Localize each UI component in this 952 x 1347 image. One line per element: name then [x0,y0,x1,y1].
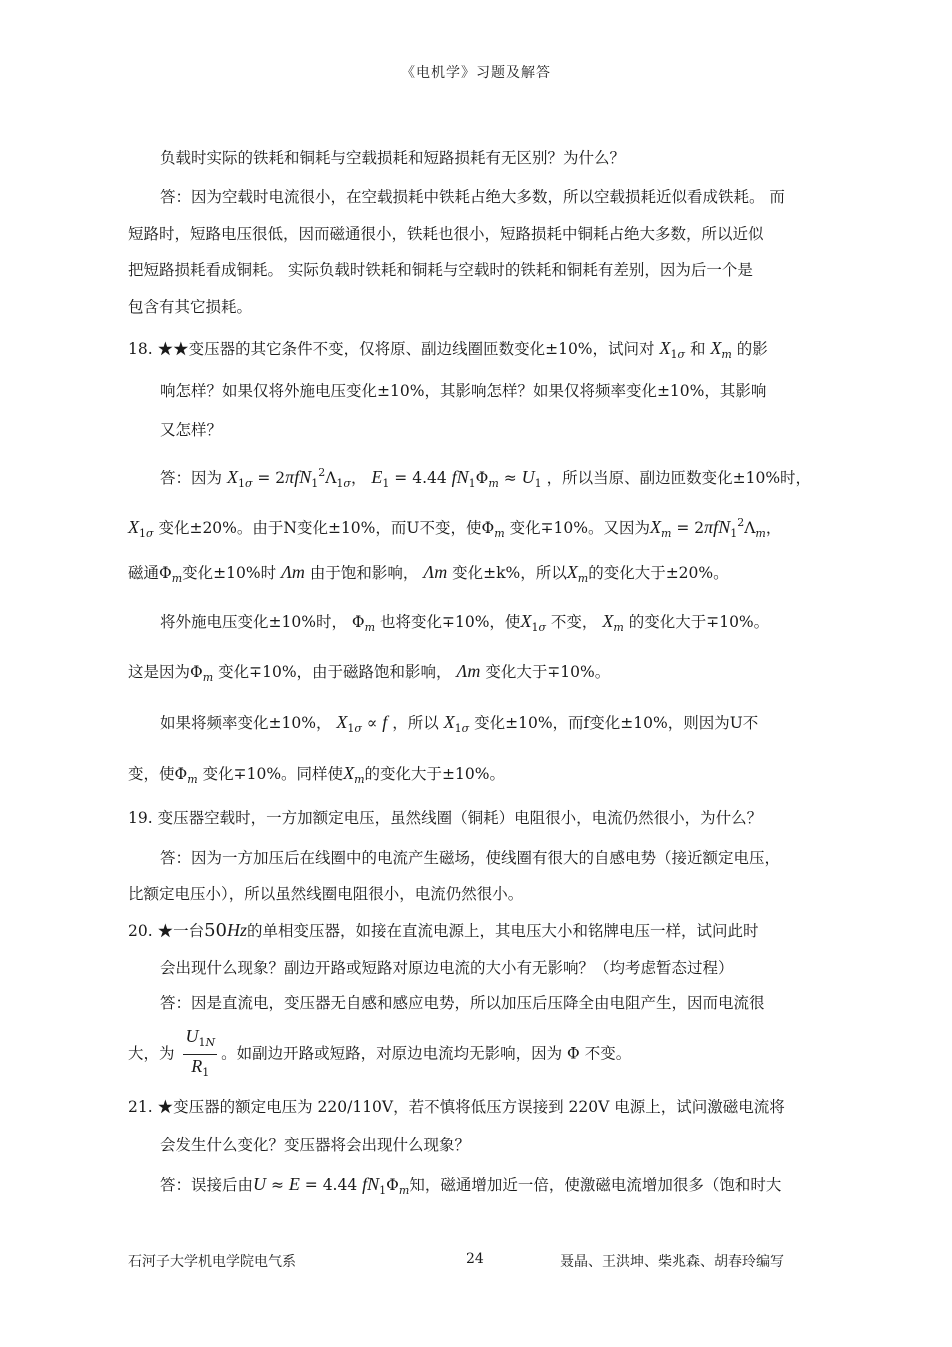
question-number: 19. [128,809,153,827]
paragraph-line: 负载时实际的铁耗和铜耗与空载损耗和短路损耗有无区别？为什么？ [160,149,626,167]
answer-line: 答：因为 $X_{1\sigma} = 2\pi fN_1^2\Lambda_{1\sigma}$， $E_1 = 4.44$ $fN_1\Phi_m \approx U_1$ ，所以当原、副边匝数变化±10%时， [160,466,812,490]
formula: $X_m$ [566,562,589,585]
paragraph-line: 会发生什么变化？变压器将会出现什么现象？ [160,1136,471,1154]
formula: $X_m$ [710,338,732,361]
formula: $X_{1\sigma} = 2\pi fN_1^2\Lambda_{1\sigma}$， $E_1 = 4.44$ $fN_1\Phi_m \approx U_1$ [226,466,542,490]
paragraph-line: 又怎样？ [160,421,223,439]
answer-line: 大，为 $\frac{U_{1N}}{R_1}$ 。如副边开路或短路，对原边电流均无影响，因为 Φ 不变。 [128,1025,631,1084]
page-header: 《电机学》习题及解答 [401,65,551,81]
answer-line: 变，使$\Phi_m$ 变化∓10%。同样使$X_m$的变化大于±10%。 [128,763,505,786]
formula: U ≈ E = 4.44 $fN_1\Phi_m$ [253,1174,410,1197]
question-20: 20. ★一台50Hz的单相变压器，如接在直流电源上，其电压大小和铭牌电压一样，试问此时 [128,920,759,941]
formula: $X_m = 2\pi fN_1^2\Lambda_m$， [650,516,782,540]
formula: $X_{1\sigma}$ [659,338,685,361]
answer-line: 答：因是直流电，变压器无自感和感应电势，所以加压后压降全由电阻产生，因而电流很 [160,994,765,1012]
paragraph-line: 短路时，短路电压很低，因而磁通很小，铁耗也很小，短路损耗中铜耗占绝大多数，所以近似 [128,225,764,243]
answer-line: 磁通$\Phi_m$变化±10%时 Λm 由于饱和影响， Λm 变化±k%，所以$X_m$的变化大于±20%。 [128,562,729,585]
paragraph-line: 响怎样？如果仅将外施电压变化±10%，其影响怎样？如果仅将频率变化±10%，其影响 [160,382,767,400]
formula: $X_m$ [602,611,624,634]
formula: $X_{1\sigma}$ [520,611,546,634]
paragraph-line: 把短路损耗看成铜耗。 实际负载时铁耗和铜耗与空载时的铁耗和铜耗有差别，因为后一个是 [128,261,753,279]
paragraph-line: 答：因为空载时电流很小，在空载损耗中铁耗占绝大多数，所以空载损耗近似看成铁耗。 而 [160,188,785,206]
answer-line: 答：误接后由U ≈ E = 4.44 $fN_1\Phi_m$知，磁通增加近一倍，使激磁电流增加很多（饱和时大 [160,1174,782,1197]
formula: Λm [281,562,305,582]
answer-line: $X_{1\sigma}$ 变化±20%。由于N变化±10%，而U不变，使$\Phi_m$ 变化∓10%。又因为$X_m = 2\pi fN_1^2\Lambda_m$， [128,516,782,540]
question-number: 18. [128,340,153,358]
formula: 50Hz [204,920,248,941]
formula: $\Phi_m$ [174,765,198,786]
answer-line: 答：因为一方加压后在线圈中的电流产生磁场，使线圈有很大的自感电势（接近额定电压， [160,849,781,867]
question-21: 21. ★变压器的额定电压为 220/110V，若不慎将低压方误接到 220V 电源上，试问激磁电流将 [128,1098,785,1116]
question-number: 20. [128,922,153,940]
footer-department: 石河子大学机电学院电气系 [128,1254,296,1270]
formula: $\Phi_m$ [351,613,376,634]
formula: $\Phi_m$ [159,564,183,585]
formula: $\Phi_m$ [481,519,505,540]
formula: Λm [456,661,481,681]
answer-line: 比额定电压小），所以虽然线圈电阻很小，电流仍然很小。 [128,885,524,903]
answer-line: 将外施电压变化±10%时， $\Phi_m$ 也将变化∓10%，使$X_{1\sigma}$ 不变， $X_m$ 的变化大于∓10%。 [160,611,770,634]
formula: $X_m$ [343,763,365,786]
formula: $\Phi_m$ [190,663,214,684]
page-number: 24 [466,1251,484,1267]
formula: Λm [423,562,448,582]
question-18: 18. ★★变压器的其它条件不变，仅将原、副边线圈匝数变化±10%，试问对 $X_{1\sigma}$ 和 $X_m$ 的影 [128,338,768,361]
answer-line: 如果将频率变化±10%， $X_{1\sigma} \propto f$ ，所以 $X_{1\sigma}$ 变化±10%，而f变化±10%，则因为U不 [160,712,759,735]
paragraph-line: 会出现什么现象？副边开路或短路对原边电流的大小有无影响？（均考虑暂态过程） [160,959,734,977]
formula: $X_{1\sigma}$ [128,517,154,540]
formula: $X_{1\sigma}$ [443,712,470,735]
question-19: 19. 变压器空载时，一方加额定电压，虽然线圈（铜耗）电阻很小，电流仍然很小，为什么？ [128,809,763,827]
formula: Φ [567,1044,580,1063]
answer-line: 这是因为$\Phi_m$ 变化∓10%，由于磁路饱和影响， Λm 变化大于∓10%。 [128,661,611,684]
formula: $X_{1\sigma} \propto f$ [336,712,388,735]
paragraph-line: 包含有其它损耗。 [128,298,253,316]
fraction-formula: $\frac{U_{1N}}{R_1}$ [185,1026,216,1079]
question-number: 21. [128,1098,153,1116]
footer-authors: 聂晶、王洪坤、柴兆森、胡春玲编写 [560,1254,784,1270]
